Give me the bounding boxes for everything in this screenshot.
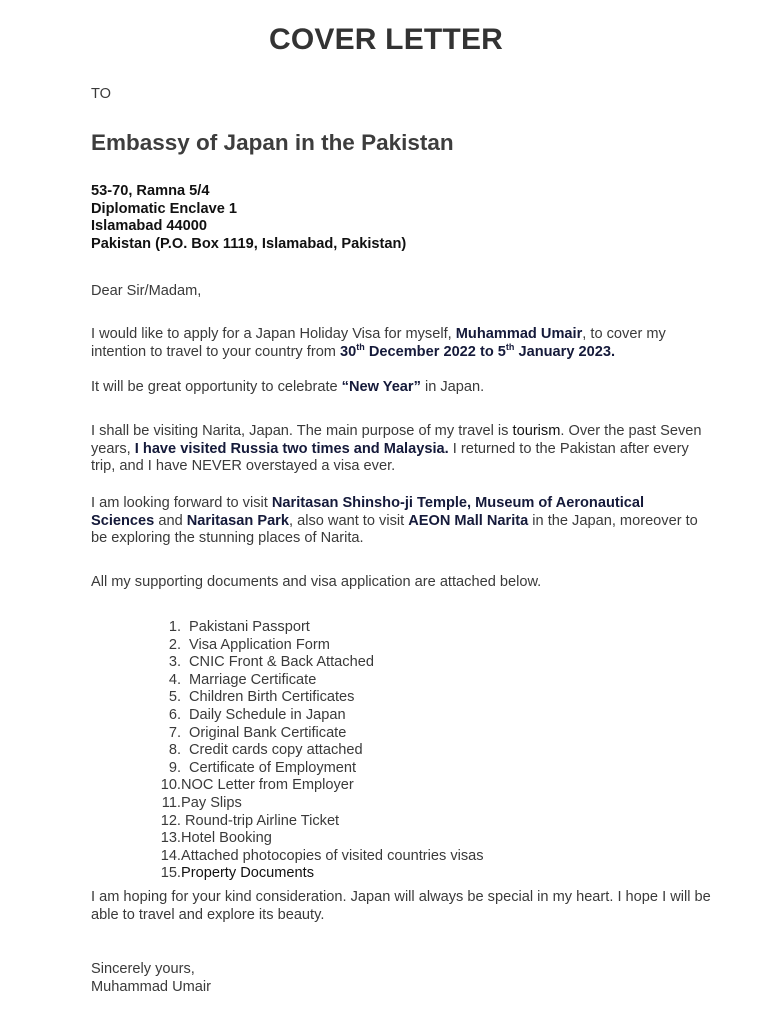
list-item: 11. Pay Slips xyxy=(161,794,242,811)
text-run: . Over the past Seven years, xyxy=(91,423,702,457)
places-temple-museum: Naritasan Shinsho-ji Temple, Museum of Aeronautical Sciences xyxy=(91,495,645,529)
letter-title: COVER LETTER xyxy=(268,23,504,56)
place-mall: AEON Mall Narita xyxy=(408,512,529,529)
text-run: , also want to visit xyxy=(288,512,409,529)
place-park: Naritasan Park xyxy=(186,512,289,529)
paragraph-purpose xyxy=(91,423,711,476)
tourism-word: tourism xyxy=(512,423,561,439)
embassy-name: Embassy of Japan in the Pakistan xyxy=(91,130,454,155)
list-item: 8. Credit cards copy attached xyxy=(168,742,363,759)
text-run: in the Japan, moreover to be exploring the stunning places of Narita. xyxy=(91,512,698,547)
paragraph-intro xyxy=(91,326,711,361)
text-run: I shall be visiting Narita, Japan. The main purpose of my travel is xyxy=(91,423,513,439)
list-item: 6. Daily Schedule in Japan xyxy=(168,706,346,723)
paragraph-celebration xyxy=(91,379,711,397)
paragraph-closing: I am hoping for your kind consideration. Japan will always be special in my heart. I hope I will be able to travel and explore its beauty. xyxy=(91,889,711,923)
salutation: Dear Sir/Madam, xyxy=(91,283,202,299)
new-year-emphasis: “New Year” xyxy=(341,379,421,395)
travel-history: I have visited Russia two times and Malaysia. xyxy=(134,440,449,457)
address-line: 53-70, Ramna 5/4 xyxy=(91,183,210,199)
list-item: 3. CNIC Front & Back Attached xyxy=(168,654,374,671)
list-item: 14. Attached photocopies of visited countries visas xyxy=(160,847,484,864)
embassy-address xyxy=(91,183,711,253)
documents-list xyxy=(150,619,484,883)
recipient-label: TO xyxy=(91,86,112,102)
list-item: 9. Certificate of Employment xyxy=(168,759,357,776)
address-line: Pakistan (P.O. Box 1119, Islamabad, Pakistan) xyxy=(91,235,407,252)
signature-block xyxy=(91,961,711,996)
applicant-name: Muhammad Umair xyxy=(455,326,583,342)
list-item: 12. Round-trip Airline Ticket xyxy=(160,812,340,829)
text-run: in Japan. xyxy=(420,379,485,395)
list-item: 1. Pakistani Passport xyxy=(168,619,310,635)
text-run: It will be great opportunity to celebrate xyxy=(91,379,342,395)
address-line: Diplomatic Enclave 1 xyxy=(91,200,237,217)
list-item: 2. Visa Application Form xyxy=(168,636,330,653)
list-item: 15. Property Documents xyxy=(160,865,315,882)
paragraph-documents-intro: All my supporting documents and visa application are attached below. xyxy=(91,574,542,590)
text-run: I would like to apply for a Japan Holiday Visa for myself, xyxy=(91,326,456,342)
paragraph-itinerary xyxy=(91,495,711,548)
text-run: , to cover my intention to travel to your country from xyxy=(91,326,666,360)
signature-name: Muhammad Umair xyxy=(91,978,212,995)
list-item: 5. Children Birth Certificates xyxy=(168,689,355,706)
text-run: I am looking forward to visit xyxy=(91,495,272,511)
text-run: I returned to the Pakistan after every trip, and I have NEVER overstayed a visa ever. xyxy=(91,440,689,475)
list-item: 13. Hotel Booking xyxy=(160,830,272,847)
text-run: and xyxy=(154,512,187,529)
list-item: 10. NOC Letter from Employer xyxy=(160,777,354,794)
list-item: 4. Marriage Certificate xyxy=(168,671,317,688)
travel-dates: 30th December 2022 to 5th January 2023. xyxy=(340,341,616,360)
address-line: Islamabad 44000 xyxy=(91,218,208,235)
closing-phrase: Sincerely yours, xyxy=(91,961,195,977)
list-item: 7. Original Bank Certificate xyxy=(168,724,347,741)
